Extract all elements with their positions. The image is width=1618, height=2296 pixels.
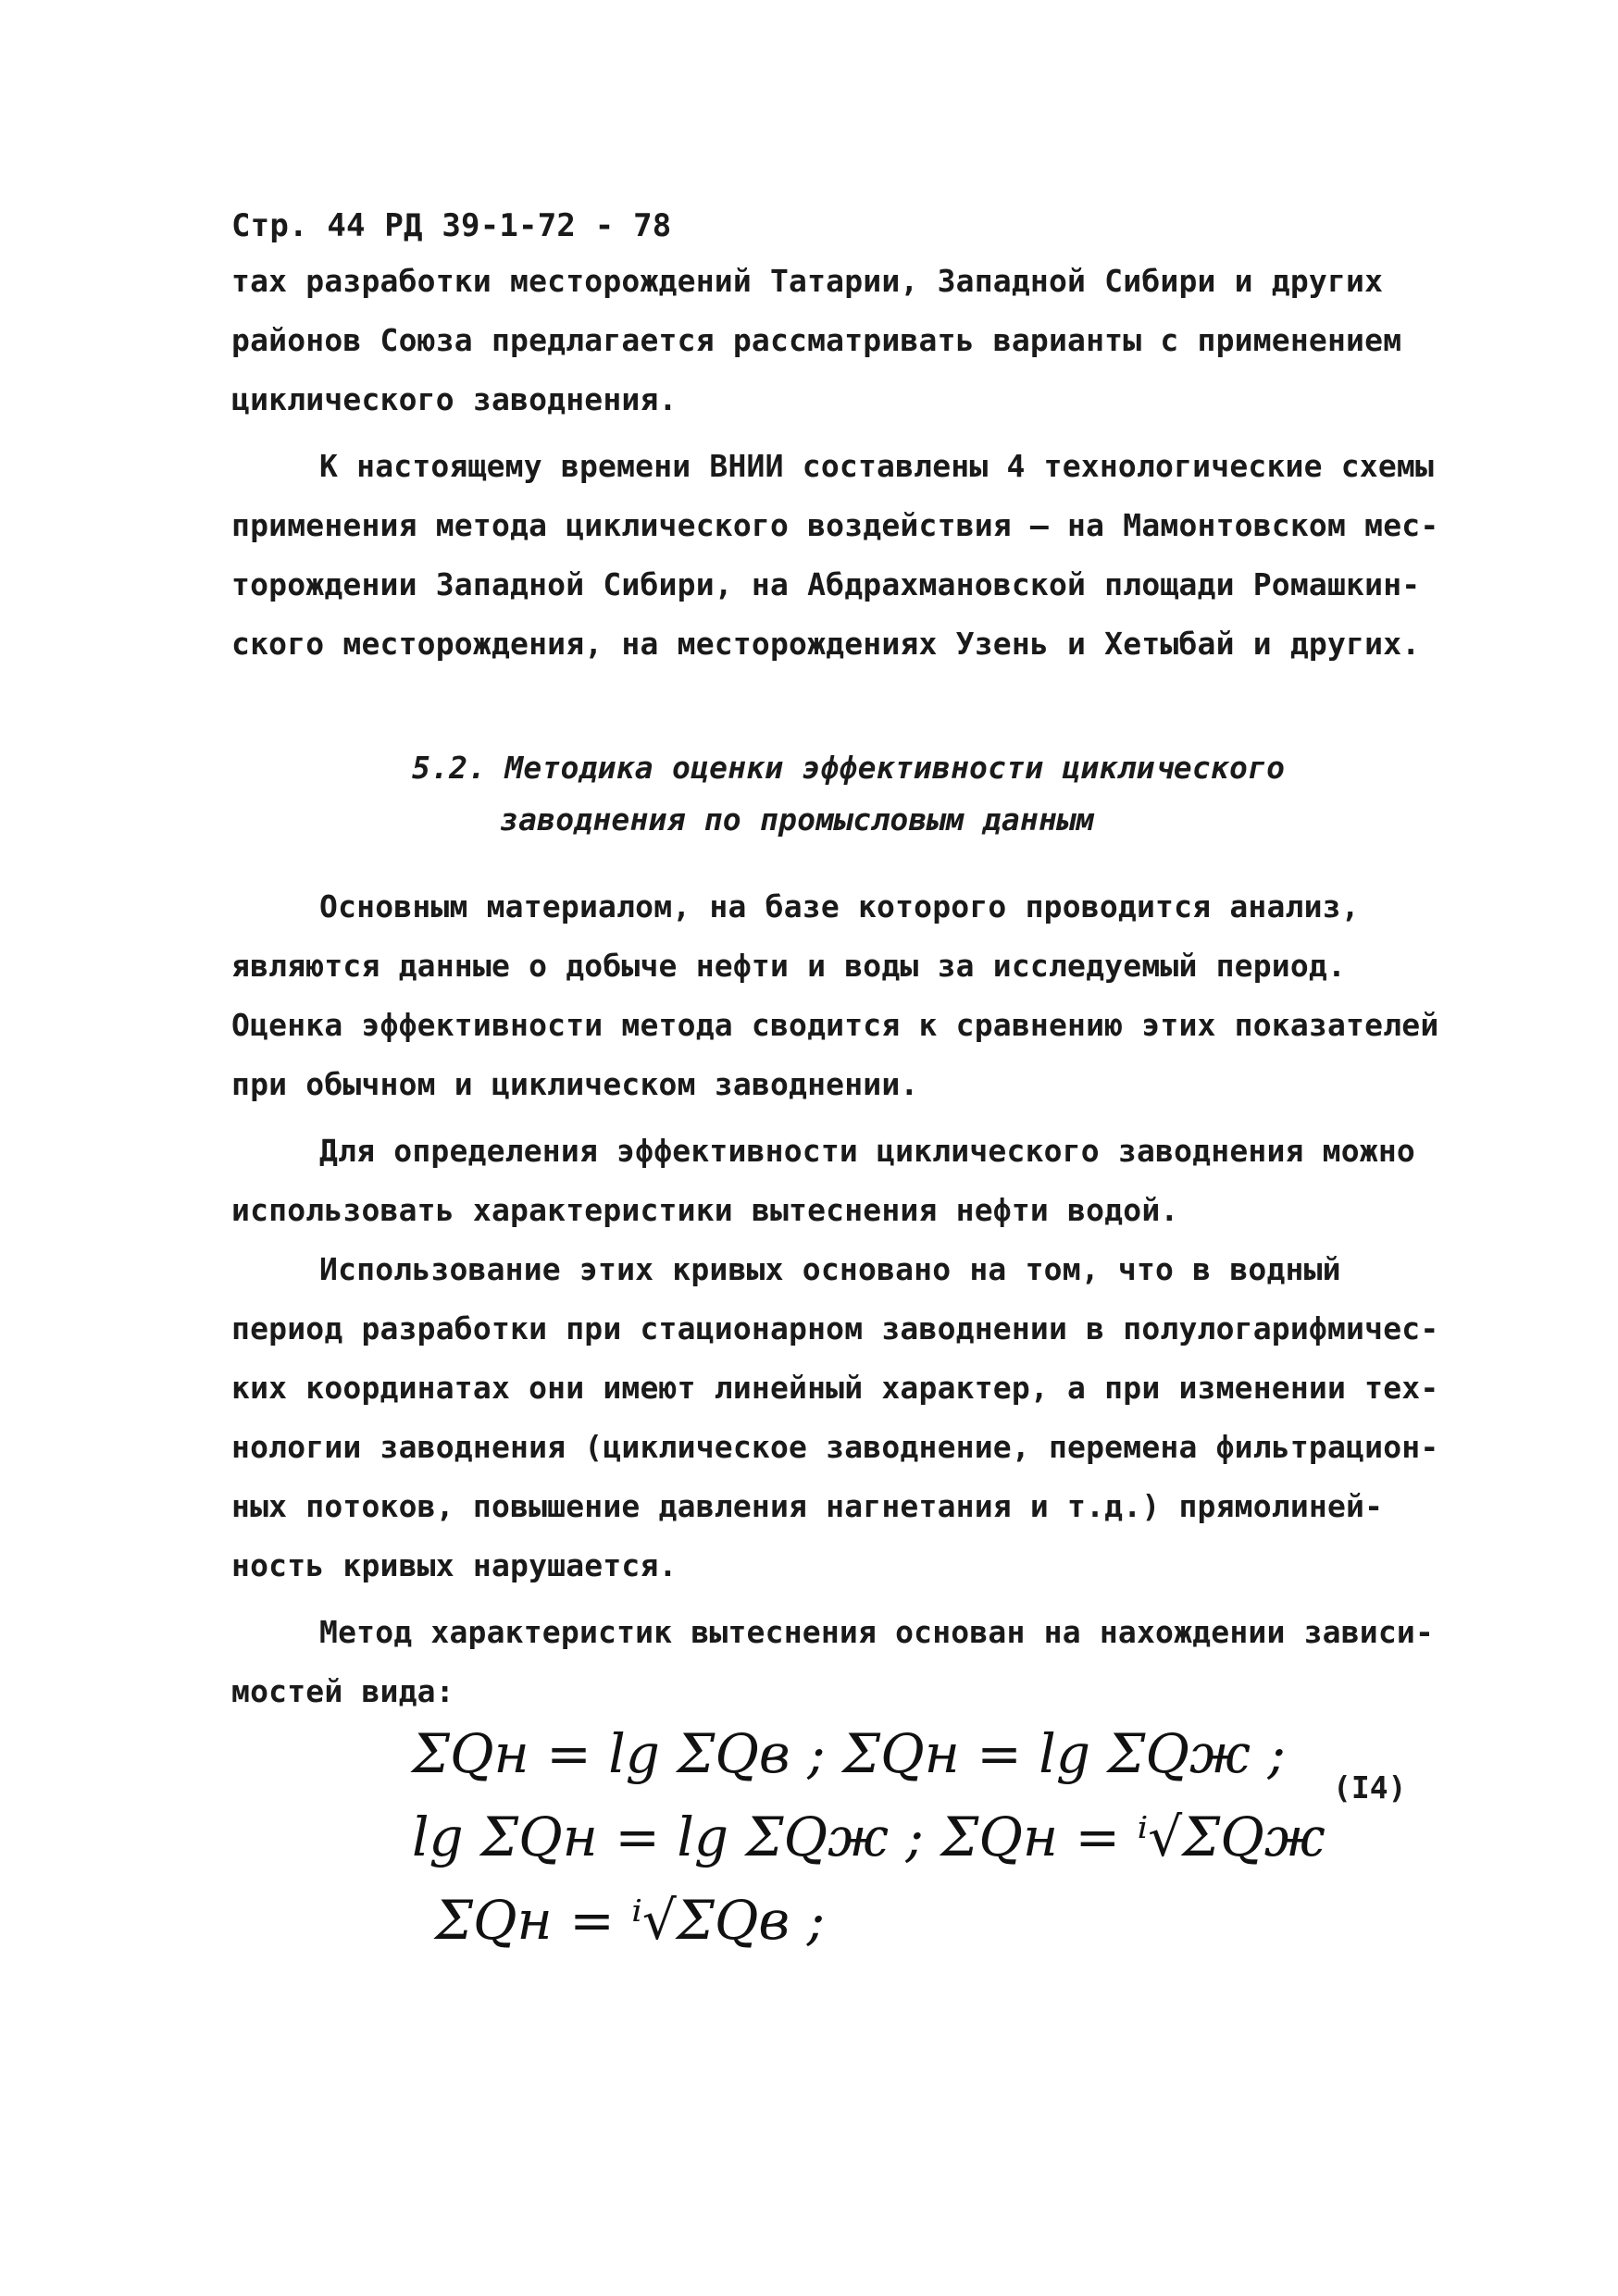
text-line: торождении Западной Сибири, на Абдрахмановской площади Ромашкин- [231, 566, 1421, 602]
text-line: районов Союза предлагается рассматривать варианты с применением [231, 322, 1402, 358]
formula-line: ΣQн = ⁱ√ΣQв ; [435, 1889, 826, 1952]
formula-line: ΣQн = lg ΣQв ; ΣQн = lg ΣQж ; [412, 1722, 1286, 1785]
text-line: при обычном и циклическом заводнении. [231, 1066, 919, 1102]
text-line: ского месторождения, на месторождениях Узень и Хетыбай и других. [231, 626, 1421, 662]
equation-number: (I4) [1333, 1769, 1407, 1806]
text-line: Основным материалом, на базе которого проводится анализ, [319, 888, 1360, 925]
text-line: ность кривых нарушается. [231, 1547, 678, 1583]
text-line: применения метода циклического воздействия – на Мамонтовском мес- [231, 507, 1439, 543]
section-heading: 5.2. Методика оценки эффективности циклического [412, 750, 1286, 786]
text-line: ких координатах они имеют линейный характер, а при изменении тех- [231, 1370, 1439, 1406]
text-line: ных потоков, повышение давления нагнетания и т.д.) прямолиней- [231, 1488, 1384, 1524]
text-line: являются данные о добыче нефти и воды за исследуемый период. [231, 948, 1347, 984]
text-line: К настоящему времени ВНИИ составлены 4 технологические схемы [319, 448, 1435, 484]
text-line: Оценка эффективности метода сводится к сравнению этих показателей [231, 1007, 1439, 1043]
text-line: циклического заводнения. [231, 381, 678, 417]
text-line: тах разработки месторождений Татарии, Западной Сибири и других [231, 263, 1384, 299]
text-line: Для определения эффективности циклического заводнения можно [319, 1133, 1415, 1169]
text-line: Метод характеристик вытеснения основан на нахождении зависи- [319, 1614, 1435, 1650]
section-heading: заводнения по промысловым данным [500, 801, 1095, 838]
text-line: нологии заводнения (циклическое заводнение, перемена фильтрацион- [231, 1429, 1439, 1465]
text-line: использовать характеристики вытеснения нефти водой. [231, 1192, 1179, 1228]
page-header: Стр. 44 РД 39-1-72 - 78 [231, 207, 672, 244]
formula-line: lg ΣQн = lg ΣQж ; ΣQн = ⁱ√ΣQж [412, 1806, 1326, 1868]
text-line: период разработки при стационарном заводнении в полулогарифмичес- [231, 1310, 1439, 1347]
text-line: Использование этих кривых основано на том, что в водный [319, 1251, 1341, 1287]
text-line: мостей вида: [231, 1673, 454, 1709]
